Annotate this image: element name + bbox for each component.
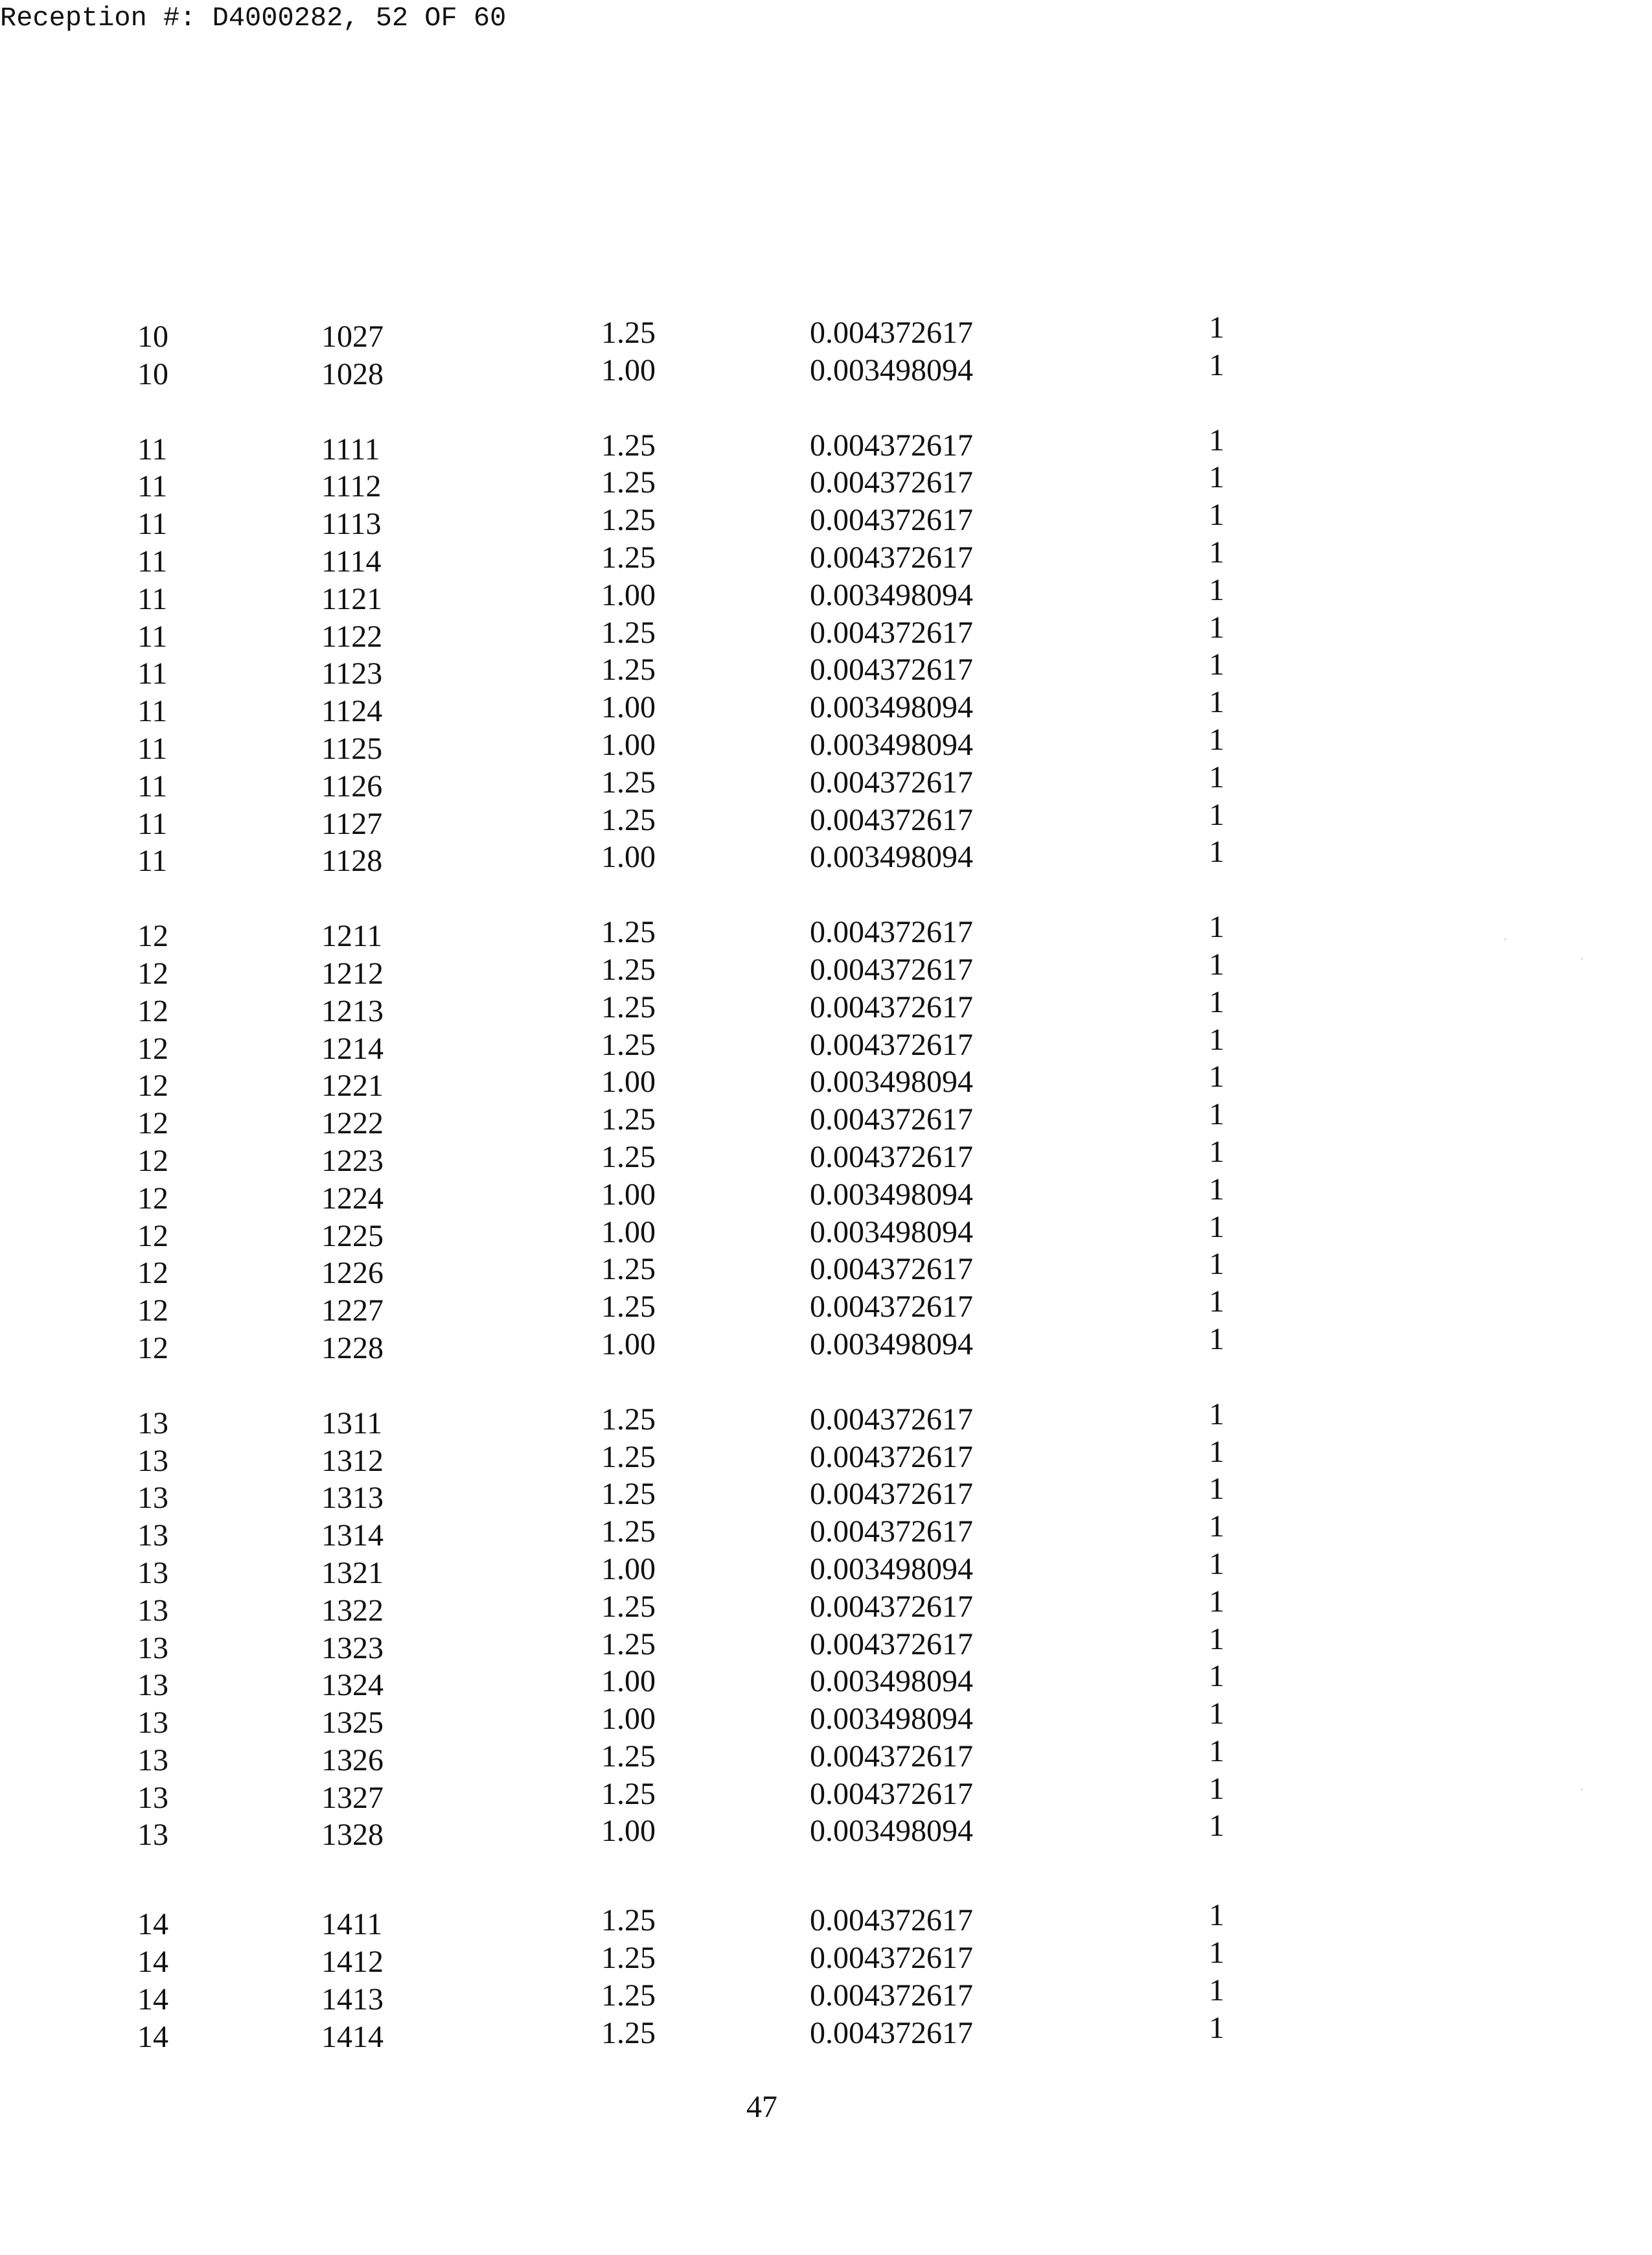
group-number-cell: 13 (137, 1668, 168, 1703)
value-cell: 0.004372617 (810, 1978, 973, 2013)
value-cell: 0.004372617 (810, 1252, 973, 1287)
group-number-cell: 14 (137, 1982, 168, 2017)
table-row (0, 947, 1652, 991)
value-cell: 0.003498094 (810, 1177, 973, 1212)
group-number-cell: 12 (137, 1106, 168, 1141)
multiplier-cell: 1.25 (601, 1941, 656, 1976)
table-row (0, 1584, 1652, 1628)
multiplier-cell: 1.25 (601, 1776, 656, 1811)
count-cell: 1 (1209, 1097, 1224, 1132)
multiplier-cell: 1.00 (601, 1326, 656, 1361)
multiplier-cell: 1.25 (601, 1439, 656, 1474)
group-number-cell: 13 (137, 1593, 168, 1628)
parcel-id-cell: 1126 (321, 769, 383, 804)
table-row (0, 1097, 1652, 1141)
count-cell: 1 (1209, 1247, 1224, 1282)
parcel-id-cell: 1113 (321, 507, 382, 542)
value-cell: 0.004372617 (810, 428, 973, 463)
group-number-cell: 11 (137, 507, 168, 542)
parcel-id-cell: 1321 (321, 1555, 384, 1590)
table-row (0, 1247, 1652, 1291)
value-cell: 0.004372617 (810, 1289, 973, 1324)
parcel-id-cell: 1112 (321, 469, 382, 504)
table-group (0, 422, 1652, 879)
value-cell: 0.003498094 (810, 1214, 973, 1249)
count-cell: 1 (1209, 1898, 1224, 1933)
value-cell: 0.003498094 (810, 1702, 973, 1737)
value-cell: 0.004372617 (810, 465, 973, 500)
value-cell: 0.003498094 (810, 727, 973, 762)
table-group (0, 310, 1652, 391)
parcel-id-cell: 1225 (321, 1218, 384, 1253)
count-cell: 1 (1209, 422, 1224, 457)
parcel-id-cell: 1314 (321, 1518, 384, 1553)
parcel-id-cell: 1413 (321, 1982, 384, 2017)
value-cell: 0.004372617 (810, 1589, 973, 1624)
data-table (0, 310, 1652, 2054)
parcel-id-cell: 1311 (321, 1405, 383, 1440)
count-cell: 1 (1209, 498, 1224, 533)
group-number-cell: 12 (137, 993, 168, 1028)
parcel-id-cell: 1223 (321, 1143, 384, 1178)
multiplier-cell: 1.25 (601, 465, 656, 500)
group-number-cell: 13 (137, 1706, 168, 1740)
reception-header: Reception #: D4000282, 52 OF 60 (0, 3, 507, 34)
group-number-cell: 12 (137, 1218, 168, 1253)
parcel-id-cell: 1414 (321, 2019, 384, 2054)
table-row (0, 910, 1652, 954)
parcel-id-cell: 1324 (321, 1668, 384, 1703)
group-number-cell: 11 (137, 731, 168, 766)
table-row (0, 835, 1652, 879)
value-cell: 0.004372617 (810, 1439, 973, 1474)
group-number-cell: 13 (137, 1630, 168, 1665)
group-number-cell: 10 (137, 356, 168, 391)
count-cell: 1 (1209, 1472, 1224, 1507)
count-cell: 1 (1209, 1172, 1224, 1207)
value-cell: 0.003498094 (810, 840, 973, 875)
multiplier-cell: 1.25 (601, 1139, 656, 1174)
count-cell: 1 (1209, 797, 1224, 832)
count-cell: 1 (1209, 1396, 1224, 1431)
table-row (0, 685, 1652, 729)
count-cell: 1 (1209, 722, 1224, 757)
group-number-cell: 13 (137, 1555, 168, 1590)
count-cell: 1 (1209, 1022, 1224, 1057)
table-row (0, 1472, 1652, 1516)
table-row (0, 572, 1652, 616)
group-number-cell: 12 (137, 1031, 168, 1066)
value-cell: 0.004372617 (810, 1027, 973, 1062)
group-number-cell: 11 (137, 469, 168, 504)
table-row (0, 1022, 1652, 1066)
value-cell: 0.003498094 (810, 690, 973, 725)
table-row (0, 1434, 1652, 1478)
page-number: 47 (746, 2090, 777, 2124)
table-row (0, 422, 1652, 467)
scan-speck (1504, 938, 1506, 940)
table-row (0, 1284, 1652, 1328)
parcel-id-cell: 1326 (321, 1742, 384, 1777)
table-row (0, 610, 1652, 654)
group-number-cell: 11 (137, 656, 168, 691)
group-number-cell: 12 (137, 1069, 168, 1104)
multiplier-cell: 1.25 (601, 1402, 656, 1437)
value-cell: 0.004372617 (810, 1626, 973, 1661)
parcel-id-cell: 1111 (321, 432, 380, 467)
value-cell: 0.004372617 (810, 653, 973, 688)
group-number-cell: 14 (137, 1907, 168, 1942)
value-cell: 0.004372617 (810, 316, 973, 350)
value-cell: 0.004372617 (810, 615, 973, 650)
multiplier-cell: 1.00 (601, 1702, 656, 1737)
table-row (0, 1059, 1652, 1104)
count-cell: 1 (1209, 685, 1224, 720)
table-row (0, 1898, 1652, 1942)
multiplier-cell: 1.25 (601, 653, 656, 688)
group-number-cell: 11 (137, 619, 168, 654)
value-cell: 0.004372617 (810, 503, 973, 538)
table-row (0, 535, 1652, 579)
count-cell: 1 (1209, 2010, 1224, 2045)
parcel-id-cell: 1212 (321, 956, 384, 991)
table-row (0, 1396, 1652, 1440)
parcel-id-cell: 1214 (321, 1031, 384, 1066)
multiplier-cell: 1.25 (601, 1903, 656, 1938)
group-number-cell: 11 (137, 806, 168, 841)
count-cell: 1 (1209, 1809, 1224, 1844)
table-row (0, 1809, 1652, 1853)
parcel-id-cell: 1411 (321, 1907, 383, 1942)
value-cell: 0.004372617 (810, 802, 973, 837)
count-cell: 1 (1209, 1621, 1224, 1656)
parcel-id-cell: 1328 (321, 1818, 384, 1853)
value-cell: 0.004372617 (810, 1903, 973, 1938)
group-number-cell: 12 (137, 1293, 168, 1328)
count-cell: 1 (1209, 759, 1224, 794)
group-number-cell: 12 (137, 1256, 168, 1291)
table-row (0, 2010, 1652, 2054)
group-number-cell: 13 (137, 1742, 168, 1777)
multiplier-cell: 1.25 (601, 765, 656, 800)
multiplier-cell: 1.00 (601, 1214, 656, 1249)
multiplier-cell: 1.25 (601, 2015, 656, 2050)
count-cell: 1 (1209, 910, 1224, 945)
value-cell: 0.003498094 (810, 1065, 973, 1100)
parcel-id-cell: 1123 (321, 656, 383, 691)
value-cell: 0.004372617 (810, 2015, 973, 2050)
parcel-id-cell: 1222 (321, 1106, 384, 1141)
count-cell: 1 (1209, 610, 1224, 645)
multiplier-cell: 1.25 (601, 802, 656, 837)
count-cell: 1 (1209, 835, 1224, 870)
multiplier-cell: 1.00 (601, 727, 656, 762)
value-cell: 0.004372617 (810, 1739, 973, 1774)
multiplier-cell: 1.00 (601, 690, 656, 725)
multiplier-cell: 1.25 (601, 1626, 656, 1661)
parcel-id-cell: 1121 (321, 581, 383, 616)
count-cell: 1 (1209, 1059, 1224, 1094)
count-cell: 1 (1209, 1936, 1224, 1971)
table-row (0, 759, 1652, 804)
parcel-id-cell: 1125 (321, 731, 383, 766)
group-number-cell: 11 (137, 844, 168, 879)
scan-speck (1581, 1788, 1583, 1790)
parcel-id-cell: 1114 (321, 544, 382, 579)
count-cell: 1 (1209, 647, 1224, 682)
multiplier-cell: 1.25 (601, 989, 656, 1024)
parcel-id-cell: 1224 (321, 1181, 384, 1216)
table-row (0, 460, 1652, 504)
multiplier-cell: 1.25 (601, 1739, 656, 1774)
multiplier-cell: 1.25 (601, 1289, 656, 1324)
count-cell: 1 (1209, 1134, 1224, 1169)
count-cell: 1 (1209, 572, 1224, 607)
multiplier-cell: 1.00 (601, 1065, 656, 1100)
group-number-cell: 14 (137, 2019, 168, 2054)
table-row (0, 498, 1652, 542)
count-cell: 1 (1209, 1733, 1224, 1768)
multiplier-cell: 1.00 (601, 577, 656, 612)
table-row (0, 1172, 1652, 1216)
table-row (0, 1621, 1652, 1665)
table-row (0, 1659, 1652, 1703)
value-cell: 0.003498094 (810, 1814, 973, 1849)
value-cell: 0.003498094 (810, 353, 973, 387)
parcel-id-cell: 1226 (321, 1256, 384, 1291)
group-number-cell: 10 (137, 319, 168, 354)
multiplier-cell: 1.25 (601, 503, 656, 538)
group-number-cell: 13 (137, 1780, 168, 1815)
table-row (0, 1936, 1652, 1980)
group-number-cell: 11 (137, 769, 168, 804)
group-number-cell: 12 (137, 1181, 168, 1216)
multiplier-cell: 1.25 (601, 915, 656, 950)
group-number-cell: 12 (137, 1330, 168, 1365)
count-cell: 1 (1209, 1696, 1224, 1731)
count-cell: 1 (1209, 1771, 1224, 1806)
multiplier-cell: 1.25 (601, 1514, 656, 1549)
parcel-id-cell: 1128 (321, 844, 383, 879)
parcel-id-cell: 1028 (321, 356, 384, 391)
parcel-id-cell: 1313 (321, 1481, 384, 1516)
value-cell: 0.004372617 (810, 1402, 973, 1437)
parcel-id-cell: 1228 (321, 1330, 384, 1365)
group-number-cell: 13 (137, 1818, 168, 1853)
group-number-cell: 12 (137, 919, 168, 954)
parcel-id-cell: 1323 (321, 1630, 384, 1665)
parcel-id-cell: 1227 (321, 1293, 384, 1328)
value-cell: 0.004372617 (810, 540, 973, 575)
multiplier-cell: 1.25 (601, 1589, 656, 1624)
multiplier-cell: 1.00 (601, 1664, 656, 1699)
multiplier-cell: 1.25 (601, 540, 656, 575)
table-row (0, 1209, 1652, 1253)
multiplier-cell: 1.00 (601, 1177, 656, 1212)
group-number-cell: 13 (137, 1481, 168, 1516)
value-cell: 0.003498094 (810, 1664, 973, 1699)
table-row (0, 347, 1652, 391)
value-cell: 0.004372617 (810, 1102, 973, 1137)
multiplier-cell: 1.00 (601, 1551, 656, 1586)
parcel-id-cell: 1221 (321, 1069, 384, 1104)
table-row (0, 1771, 1652, 1815)
group-number-cell: 13 (137, 1405, 168, 1440)
count-cell: 1 (1209, 347, 1224, 382)
count-cell: 1 (1209, 460, 1224, 495)
multiplier-cell: 1.00 (601, 1814, 656, 1849)
value-cell: 0.004372617 (810, 952, 973, 987)
table-group (0, 1396, 1652, 1853)
table-row (0, 984, 1652, 1028)
count-cell: 1 (1209, 310, 1224, 345)
group-number-cell: 13 (137, 1443, 168, 1478)
group-number-cell: 12 (137, 1143, 168, 1178)
value-cell: 0.003498094 (810, 1326, 973, 1361)
parcel-id-cell: 1027 (321, 319, 384, 354)
value-cell: 0.003498094 (810, 577, 973, 612)
value-cell: 0.003498094 (810, 1551, 973, 1586)
value-cell: 0.004372617 (810, 1139, 973, 1174)
parcel-id-cell: 1122 (321, 619, 383, 654)
count-cell: 1 (1209, 1509, 1224, 1544)
count-cell: 1 (1209, 1659, 1224, 1694)
group-number-cell: 11 (137, 544, 168, 579)
table-row (0, 1696, 1652, 1740)
table-row (0, 1546, 1652, 1590)
count-cell: 1 (1209, 1972, 1224, 2007)
table-row (0, 797, 1652, 841)
table-row (0, 1509, 1652, 1553)
value-cell: 0.004372617 (810, 989, 973, 1024)
parcel-id-cell: 1312 (321, 1443, 384, 1478)
multiplier-cell: 1.25 (601, 1027, 656, 1062)
table-row (0, 310, 1652, 354)
table-row (0, 647, 1652, 691)
count-cell: 1 (1209, 984, 1224, 1019)
multiplier-cell: 1.25 (601, 1978, 656, 2013)
multiplier-cell: 1.25 (601, 615, 656, 650)
count-cell: 1 (1209, 1209, 1224, 1244)
count-cell: 1 (1209, 1434, 1224, 1469)
value-cell: 0.004372617 (810, 1776, 973, 1811)
multiplier-cell: 1.25 (601, 952, 656, 987)
multiplier-cell: 1.25 (601, 1252, 656, 1287)
parcel-id-cell: 1213 (321, 993, 384, 1028)
count-cell: 1 (1209, 1321, 1224, 1356)
count-cell: 1 (1209, 1284, 1224, 1319)
multiplier-cell: 1.25 (601, 316, 656, 350)
table-row (0, 1972, 1652, 2017)
value-cell: 0.004372617 (810, 915, 973, 950)
count-cell: 1 (1209, 1546, 1224, 1581)
multiplier-cell: 1.00 (601, 840, 656, 875)
group-number-cell: 14 (137, 1945, 168, 1980)
multiplier-cell: 1.25 (601, 1102, 656, 1137)
table-group (0, 910, 1652, 1365)
value-cell: 0.004372617 (810, 1514, 973, 1549)
parcel-id-cell: 1327 (321, 1780, 384, 1815)
multiplier-cell: 1.00 (601, 353, 656, 387)
parcel-id-cell: 1211 (321, 919, 383, 954)
count-cell: 1 (1209, 1584, 1224, 1619)
scan-speck (1581, 958, 1583, 960)
value-cell: 0.004372617 (810, 765, 973, 800)
count-cell: 1 (1209, 535, 1224, 570)
group-number-cell: 11 (137, 432, 168, 467)
parcel-id-cell: 1412 (321, 1945, 384, 1980)
parcel-id-cell: 1322 (321, 1593, 384, 1628)
table-group (0, 1898, 1652, 2054)
count-cell: 1 (1209, 947, 1224, 982)
multiplier-cell: 1.25 (601, 428, 656, 463)
parcel-id-cell: 1127 (321, 806, 383, 841)
table-row (0, 1733, 1652, 1777)
parcel-id-cell: 1124 (321, 694, 383, 729)
group-number-cell: 11 (137, 581, 168, 616)
table-row (0, 722, 1652, 766)
group-number-cell: 13 (137, 1518, 168, 1553)
group-number-cell: 11 (137, 694, 168, 729)
value-cell: 0.004372617 (810, 1941, 973, 1976)
table-row (0, 1134, 1652, 1178)
multiplier-cell: 1.25 (601, 1477, 656, 1512)
parcel-id-cell: 1325 (321, 1706, 384, 1740)
group-number-cell: 12 (137, 956, 168, 991)
table-row (0, 1321, 1652, 1365)
value-cell: 0.004372617 (810, 1477, 973, 1512)
